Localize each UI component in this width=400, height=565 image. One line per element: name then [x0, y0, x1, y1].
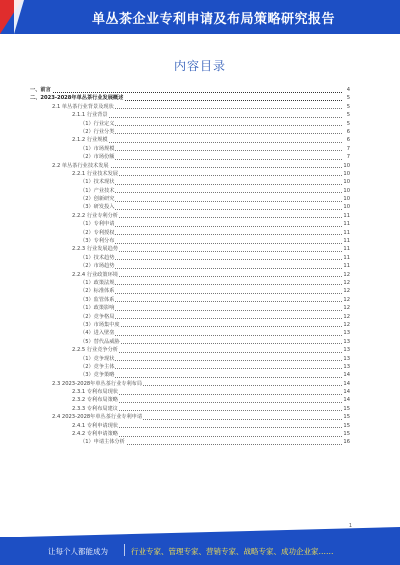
toc-entry-label: （2）标准体系 [80, 288, 115, 295]
toc-entry-label: 2.4 2023-2028年单丛茶行业专利申请 [52, 414, 143, 421]
toc-entry-page: 5 [346, 103, 350, 110]
toc-entry-page: 12 [343, 313, 350, 320]
toc-entry-label: 2.4.2 专利申请策略 [72, 431, 118, 438]
toc-entry-label: （2）创新研究 [80, 196, 115, 203]
toc-entry[interactable] [30, 422, 350, 430]
toc-entry[interactable] [30, 363, 350, 371]
toc-entry[interactable] [30, 313, 350, 321]
toc-leader-dots [80, 318, 342, 319]
toc-entry[interactable] [30, 94, 350, 102]
toc-entry[interactable] [30, 145, 350, 153]
toc-entry-page: 12 [343, 271, 350, 278]
toc-entry[interactable] [30, 388, 350, 396]
toc-entry[interactable] [30, 405, 350, 413]
toc-entry-page: 11 [343, 263, 350, 270]
toc-entry[interactable] [30, 178, 350, 186]
toc-entry[interactable] [30, 321, 350, 329]
toc-entry-label: 2.1.2 行业规模 [72, 137, 108, 144]
toc-leader-dots [80, 293, 342, 294]
toc-entry-page: 11 [343, 238, 350, 245]
toc-entry-label: （1）专利申请 [80, 221, 115, 228]
toc-entry-label: （3）监管体系 [80, 296, 115, 303]
footer-slogan-left: 让每个人都能成为 [48, 547, 108, 556]
toc-leader-dots [80, 368, 342, 369]
toc-entry-label: （1）申请主体分析 [80, 439, 125, 446]
toc-entry-label: （1）行业定义 [80, 120, 115, 127]
toc-entry[interactable] [30, 170, 350, 178]
toc-entry[interactable] [30, 338, 350, 346]
toc-leader-dots [80, 377, 342, 378]
toc-entry-label: 一、前言 [30, 87, 51, 93]
toc-entry-label: （3）专利分布 [80, 238, 115, 245]
toc-entry-page: 15 [343, 431, 350, 438]
toc-entry-page: 12 [343, 296, 350, 303]
toc-entry-label: （1）政策影响 [80, 305, 115, 312]
toc-entry[interactable] [30, 287, 350, 295]
toc-leader-dots [80, 226, 342, 227]
toc-entry-label: （5）替代品威胁 [80, 338, 120, 345]
toc-entry-page: 15 [343, 414, 350, 421]
toc-entry[interactable] [30, 245, 350, 253]
toc-leader-dots [80, 150, 342, 151]
toc-entry-label: （3）市场集中度 [80, 321, 120, 328]
toc-entry-label: 2.4.1 专利申请现状 [72, 422, 118, 429]
toc-leader-dots [80, 284, 342, 285]
toc-entry-label: （1）技术现状 [80, 179, 115, 186]
toc-entry[interactable] [30, 271, 350, 279]
toc-entry[interactable] [30, 438, 350, 446]
toc-leader-dots [80, 360, 342, 361]
toc-entry-page: 16 [343, 439, 350, 446]
toc-entry-label: 二、2023-2028年单丛茶行业发展概述 [30, 95, 124, 102]
toc-leader-dots [80, 159, 342, 160]
toc-leader-dots [80, 310, 342, 311]
toc-entry-label: （1）政策法规 [80, 279, 115, 286]
toc-entry-page: 5 [346, 95, 350, 102]
toc-entry[interactable] [30, 279, 350, 287]
toc-entry-page: 14 [343, 397, 350, 404]
toc-entry-page: 14 [343, 380, 350, 387]
toc-entry[interactable] [30, 237, 350, 245]
toc-entry-page: 11 [343, 221, 350, 228]
toc-entry-page: 7 [346, 154, 350, 161]
toc-entry-label: （1）产业技术 [80, 187, 115, 194]
toc-entry-page: 4 [346, 87, 350, 93]
toc-entry[interactable] [30, 262, 350, 270]
toc-entry-page: 12 [343, 288, 350, 295]
footer-divider [124, 544, 125, 556]
toc-entry-label: 2.2.3 行业发展趋势 [72, 246, 118, 253]
toc-entry[interactable] [30, 304, 350, 312]
toc-entry-page: 10 [343, 179, 350, 186]
toc-entry[interactable] [30, 430, 350, 438]
toc-leader-dots [80, 184, 342, 185]
toc-entry-page: 10 [343, 196, 350, 203]
toc-entry-page: 10 [343, 187, 350, 194]
toc-entry-page: 6 [346, 137, 350, 144]
toc-heading: 内容目录 [173, 59, 226, 73]
toc-entry-page: 11 [343, 246, 350, 253]
toc-entry-label: （2）市场份额 [80, 154, 115, 161]
toc-entry-label: 2.2.1 行业技术发展 [72, 170, 118, 177]
toc-entry-page: 15 [343, 422, 350, 429]
toc-entry-page: 14 [343, 372, 350, 379]
toc-entry-label: 2.3.1 专利布局现状 [72, 389, 118, 396]
toc-entry[interactable] [30, 128, 350, 136]
toc-entry-page: 5 [346, 120, 350, 127]
toc-entry-label: 2.1 单丛茶行业背景及现状 [52, 103, 114, 110]
toc-leader-dots [80, 268, 342, 269]
toc-entry-label: 2.3.2 专利布局策略 [72, 397, 118, 404]
toc-entry-page: 10 [343, 204, 350, 211]
toc-entry[interactable] [30, 120, 350, 128]
toc-entry-label: （2）竞争主体 [80, 363, 115, 370]
toc-entry[interactable] [30, 187, 350, 195]
toc-entry-page: 12 [343, 321, 350, 328]
table-of-contents [30, 86, 350, 447]
toc-entry[interactable] [30, 254, 350, 262]
toc-entry[interactable] [30, 162, 350, 170]
toc-leader-dots [80, 125, 342, 126]
toc-leader-dots [30, 92, 342, 93]
toc-leader-dots [80, 243, 342, 244]
toc-entry-label: 2.3.3 专利布局建议 [72, 405, 118, 412]
toc-leader-dots [80, 133, 342, 134]
footer-banner [0, 537, 400, 565]
toc-entry[interactable] [30, 229, 350, 237]
toc-entry-label: （1）技术趋势 [80, 254, 115, 261]
toc-entry[interactable] [30, 111, 350, 119]
toc-entry[interactable] [30, 296, 350, 304]
header-white-stripe [14, 0, 24, 34]
toc-entry-page: 13 [343, 363, 350, 370]
toc-entry-label: （2）专利授权 [80, 229, 115, 236]
toc-entry-label: （2）市场趋势 [80, 263, 115, 270]
toc-entry-label: 2.2.5 行业竞争分析 [72, 347, 118, 354]
toc-entry-label: （1）竞争现状 [80, 355, 115, 362]
page-number: 1 [348, 523, 352, 529]
toc-entry[interactable] [30, 329, 350, 337]
toc-entry[interactable] [30, 396, 350, 404]
toc-entry[interactable] [30, 153, 350, 161]
toc-entry-label: （2）竞争格局 [80, 313, 115, 320]
toc-leader-dots [80, 234, 342, 235]
toc-entry-label: 2.2.2 行业专利分析 [72, 212, 118, 219]
footer-slope [20, 527, 400, 537]
toc-entry-label: 2.3 2023-2028年单丛茶行业专利布局 [52, 380, 143, 387]
toc-entry[interactable] [30, 380, 350, 388]
report-header [0, 0, 400, 34]
toc-entry-page: 13 [343, 338, 350, 345]
toc-entry-page: 13 [343, 355, 350, 362]
toc-entry-page: 15 [343, 405, 350, 412]
toc-entry[interactable] [30, 355, 350, 363]
toc-entry-page: 13 [343, 347, 350, 354]
toc-leader-dots [80, 259, 342, 260]
toc-entry-label: （2）行业分类 [80, 128, 115, 135]
toc-entry-label: （3）研发投入 [80, 204, 115, 211]
toc-entry[interactable] [30, 195, 350, 203]
toc-entry-label: 2.1.1 行业背景 [72, 112, 108, 119]
toc-entry[interactable] [30, 136, 350, 144]
toc-entry-page: 12 [343, 305, 350, 312]
toc-entry-page: 11 [343, 229, 350, 236]
footer-slogan-right: 行业专家、管理专家、营销专家、战略专家、成功企业家…… [131, 547, 334, 556]
toc-entry-page: 13 [343, 330, 350, 337]
toc-entry-label: 2.2 单丛茶行业技术发展 [52, 162, 109, 169]
toc-entry-page: 14 [343, 389, 350, 396]
toc-leader-dots [80, 209, 342, 210]
toc-entry[interactable] [30, 103, 350, 111]
toc-entry-label: （3）竞争策略 [80, 372, 115, 379]
toc-leader-dots [72, 117, 342, 118]
toc-leader-dots [72, 142, 342, 143]
toc-entry[interactable] [30, 212, 350, 220]
toc-leader-dots [80, 201, 342, 202]
toc-leader-dots [80, 192, 342, 193]
toc-entry-label: （1）市场规模 [80, 145, 115, 152]
toc-entry-page: 12 [343, 279, 350, 286]
toc-leader-dots [80, 335, 342, 336]
toc-entry[interactable] [30, 346, 350, 354]
toc-entry[interactable] [30, 371, 350, 379]
toc-entry-page: 5 [346, 112, 350, 119]
report-title: 单丛茶企业专利申请及布局策略研究报告 [92, 12, 336, 27]
toc-entry-page: 7 [346, 145, 350, 152]
toc-entry-page: 10 [343, 162, 350, 169]
toc-leader-dots [80, 301, 342, 302]
toc-entry-page: 11 [343, 212, 350, 219]
toc-entry-label: 2.2.4 行业政策环境 [72, 271, 118, 278]
toc-entry-label: （4）进入壁垒 [80, 330, 115, 337]
toc-entry[interactable] [30, 203, 350, 211]
toc-entry[interactable] [30, 220, 350, 228]
toc-entry[interactable] [30, 413, 350, 421]
toc-entry[interactable] [30, 86, 350, 94]
toc-entry-page: 11 [343, 254, 350, 261]
toc-entry-page: 6 [346, 128, 350, 135]
toc-entry-page: 10 [343, 170, 350, 177]
